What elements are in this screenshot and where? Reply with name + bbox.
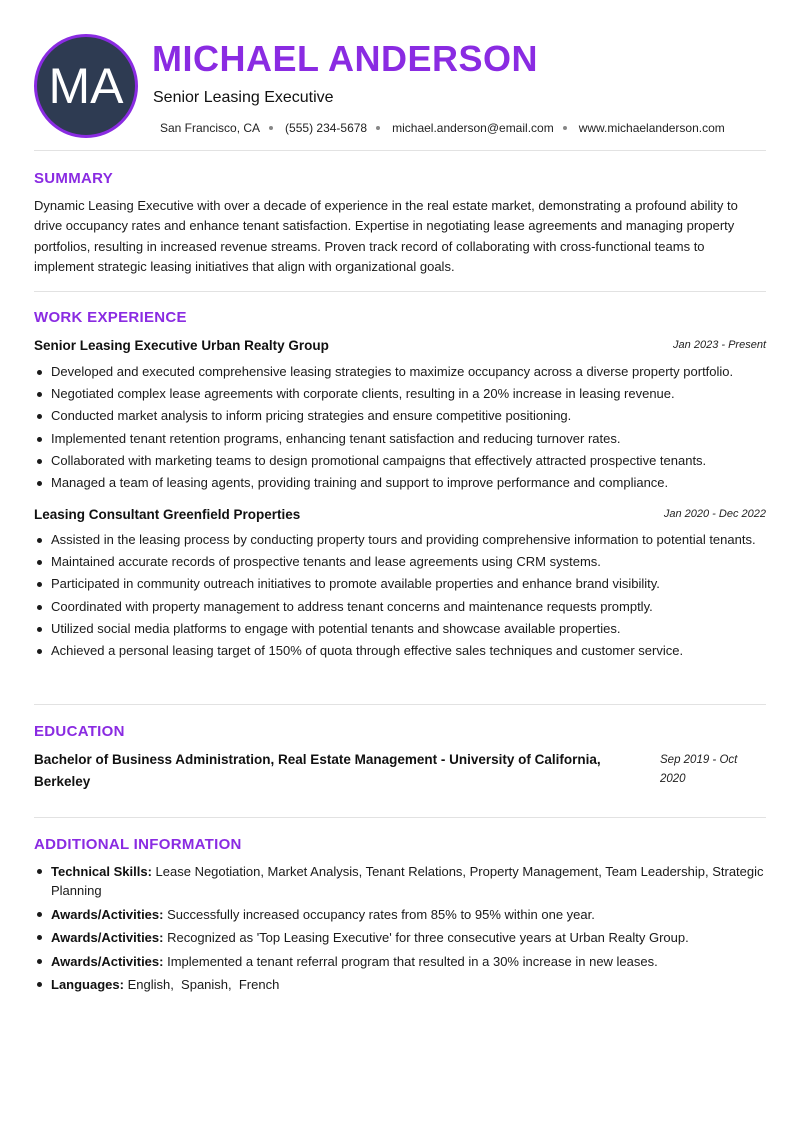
education-dates: Sep 2019 - Oct 2020 bbox=[660, 754, 738, 785]
list-item: Utilized social media platforms to engage with potential tenants and showcase available properties. bbox=[34, 620, 766, 638]
list-item: Maintained accurate records of prospective tenants and lease agreements using CRM systems. bbox=[34, 553, 766, 571]
list-item bbox=[34, 952, 766, 971]
list-item bbox=[34, 928, 766, 947]
additional-info-list bbox=[34, 862, 766, 999]
list-item: Conducted market analysis to inform pricing strategies and ensure competitive positioning. bbox=[34, 407, 766, 425]
info-label: Awards/Activities: bbox=[51, 930, 164, 945]
education-heading: EDUCATION bbox=[34, 723, 125, 740]
list-item: Collaborated with marketing teams to design promotional campaigns that effectively attracted prospective tenants. bbox=[34, 452, 766, 470]
job-bullets bbox=[34, 531, 766, 664]
contact-email[interactable]: michael.anderson@email.com bbox=[392, 121, 554, 135]
job-bullets bbox=[34, 363, 766, 496]
list-item: Implemented tenant retention programs, enhancing tenant satisfaction and reducing turnover rates. bbox=[34, 430, 766, 448]
work-experience-heading: WORK EXPERIENCE bbox=[34, 309, 187, 326]
job-dates: Jan 2023 - Present bbox=[673, 339, 766, 351]
list-item: Assisted in the leasing process by conducting property tours and providing comprehensive information to potential tenants. bbox=[34, 531, 766, 549]
info-text: English, Spanish, French bbox=[123, 977, 280, 992]
list-item: Achieved a personal leasing target of 150% of quota through effective sales techniques and customer service. bbox=[34, 642, 766, 660]
list-item: Participated in community outreach initiatives to promote available properties and enhance brand visibility. bbox=[34, 575, 766, 593]
summary-text: Dynamic Leasing Executive with over a decade of experience in the real estate market, demonstrating a profound ability to drive occupancy rates and enhance tenant satisfaction. Expertise in negotiating lease agreements and managing property portfolios, resulting in increased revenue streams. Proven track record of collaborating with cross-functional teams to implement strategic leasing initiatives that align with organizational goals. bbox=[34, 198, 738, 275]
contact-phone: (555) 234-5678 bbox=[285, 121, 368, 135]
resume-header bbox=[34, 34, 766, 138]
education-degree: Bachelor of Business Administration, Real Estate Management - University of California, Berkeley bbox=[34, 752, 601, 789]
list-item: Coordinated with property management to address tenant concerns and maintenance requests promptly. bbox=[34, 598, 766, 616]
job-role: Leasing Consultant Greenfield Properties bbox=[34, 507, 301, 522]
list-item bbox=[34, 905, 766, 924]
separator-dot-icon bbox=[269, 126, 273, 130]
job-dates: Jan 2020 - Dec 2022 bbox=[663, 508, 766, 520]
info-text: Recognized as 'Top Leasing Executive' for three consecutive years at Urban Realty Group. bbox=[163, 930, 689, 945]
candidate-title: Senior Leasing Executive bbox=[153, 89, 334, 106]
list-item: Managed a team of leasing agents, providing training and support to improve performance and compliance. bbox=[34, 474, 766, 492]
contact-line bbox=[160, 121, 725, 135]
job-role: Senior Leasing Executive Urban Realty Group bbox=[34, 338, 329, 353]
list-item bbox=[34, 862, 766, 900]
section-divider bbox=[34, 150, 766, 151]
info-text: Implemented a tenant referral program that resulted in a 30% increase in new leases. bbox=[163, 953, 658, 969]
separator-dot-icon bbox=[376, 126, 380, 130]
section-divider bbox=[34, 704, 766, 705]
contact-location: San Francisco, CA bbox=[160, 121, 261, 135]
list-item bbox=[34, 975, 766, 994]
additional-info-heading: ADDITIONAL INFORMATION bbox=[34, 836, 242, 853]
job-header bbox=[34, 337, 766, 357]
avatar: MA bbox=[34, 34, 138, 138]
info-label: Technical Skills: bbox=[51, 864, 152, 879]
info-label: Languages: bbox=[51, 977, 124, 992]
candidate-name: MICHAEL ANDERSON bbox=[152, 38, 539, 79]
list-item: Negotiated complex lease agreements with corporate clients, resulting in a 20% increase in leasing revenue. bbox=[34, 385, 766, 403]
job-header bbox=[34, 506, 766, 526]
section-divider bbox=[34, 291, 766, 292]
info-label: Awards/Activities: bbox=[51, 953, 164, 969]
info-text: Lease Negotiation, Market Analysis, Tenant Relations, Property Management, Team Leadership, Strategic Planning bbox=[51, 864, 764, 898]
list-item: Developed and executed comprehensive leasing strategies to maximize occupancy across a diverse property portfolio. bbox=[34, 363, 766, 381]
contact-website[interactable]: www.michaelanderson.com bbox=[578, 121, 725, 135]
info-label: Awards/Activities: bbox=[51, 906, 164, 922]
info-text: Successfully increased occupancy rates from 85% to 95% within one year. bbox=[163, 906, 595, 922]
section-divider bbox=[34, 817, 766, 818]
separator-dot-icon bbox=[563, 126, 567, 130]
summary-heading: SUMMARY bbox=[34, 170, 114, 187]
